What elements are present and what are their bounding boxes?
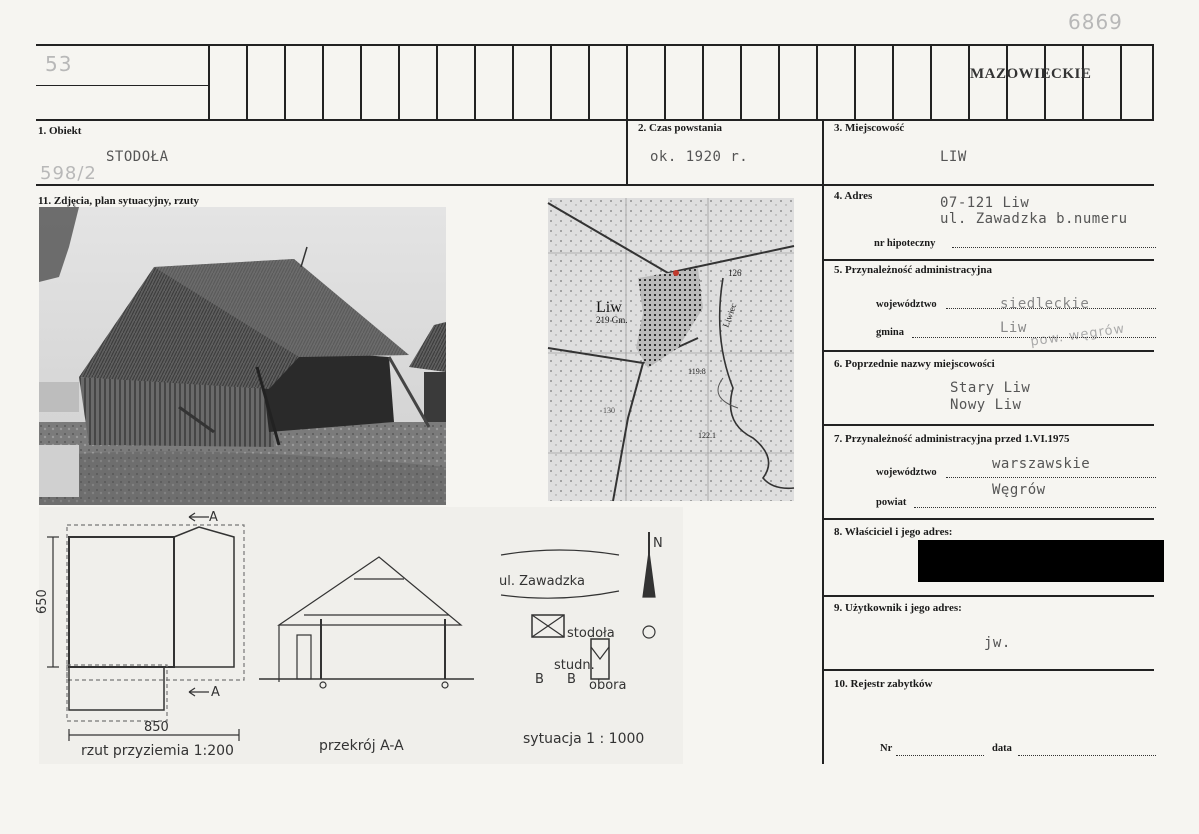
pencil-note-powiat: pow. węgrów bbox=[1029, 321, 1127, 350]
dotted-line bbox=[914, 507, 1156, 508]
label-przynaleznosc: 5. Przynależność administracyjna bbox=[834, 264, 992, 276]
map-town-label: Liw bbox=[596, 299, 622, 316]
header-grid-line bbox=[398, 45, 400, 119]
label-rejestr: 10. Rejestr zabytków bbox=[834, 678, 933, 690]
label-nr: Nr bbox=[880, 743, 893, 754]
caption-plan: rzut przyziemia 1:200 bbox=[81, 743, 234, 759]
caption-section: przekrój A-A bbox=[319, 738, 404, 754]
header-grid-line bbox=[778, 45, 780, 119]
site-street: ul. Zawadzka bbox=[499, 574, 585, 589]
value-poprzednie-2: Nowy Liw bbox=[950, 397, 1022, 413]
label-adres: 4. Adres bbox=[834, 190, 873, 202]
label-powiat: powiat bbox=[876, 497, 907, 508]
header-grid-line bbox=[930, 45, 932, 119]
rule-6 bbox=[822, 424, 1154, 426]
header-grid-line bbox=[550, 45, 552, 119]
header-grid-line bbox=[702, 45, 704, 119]
dotted-line bbox=[946, 477, 1156, 478]
redacted-owner bbox=[918, 540, 1164, 582]
label-obiekt: 1. Obiekt bbox=[38, 125, 82, 137]
header-grid-line bbox=[626, 45, 628, 119]
site-cowshed-label: obora bbox=[589, 678, 627, 693]
map-town-sub: 219 Gm. bbox=[596, 315, 628, 325]
map-elev-4: 130 bbox=[603, 406, 615, 415]
label-poprzednie: 6. Poprzednie nazwy miejscowości bbox=[834, 358, 995, 370]
site-north: N bbox=[653, 536, 663, 551]
label-woj-1975: województwo bbox=[876, 467, 937, 478]
divider bbox=[626, 119, 628, 185]
label-wlasciciel: 8. Właściciel i jego adres: bbox=[834, 526, 953, 538]
value-woj-1975: warszawskie bbox=[992, 456, 1091, 472]
value-uzytkownik: jw. bbox=[984, 635, 1011, 651]
header-grid-line bbox=[588, 45, 590, 119]
header-grid-line bbox=[474, 45, 476, 119]
header-left-rule bbox=[36, 85, 208, 86]
rule-5 bbox=[822, 350, 1154, 352]
site-b2: B bbox=[567, 672, 576, 687]
drawings-panel bbox=[35, 507, 683, 764]
site-barn-label: stodoła bbox=[567, 626, 615, 641]
map-elev-1: 126 bbox=[728, 268, 742, 278]
dim-height: 650 bbox=[35, 589, 50, 614]
label-wojewodztwo: województwo bbox=[876, 299, 937, 310]
region-name: MAZOWIECKIE bbox=[970, 66, 1092, 82]
value-powiat: Węgrów bbox=[992, 482, 1046, 498]
row1-bottom-rule bbox=[36, 184, 1154, 186]
header-grid-line bbox=[512, 45, 514, 119]
section-mark-top: A bbox=[209, 510, 218, 525]
label-gmina: gmina bbox=[876, 327, 905, 338]
header-grid-line bbox=[1152, 45, 1154, 119]
label-przed1975: 7. Przynależność administracyjna przed 1.VI.1975 bbox=[834, 433, 1070, 445]
header-grid-line bbox=[246, 45, 248, 119]
barn-photo bbox=[39, 207, 446, 505]
pencil-number-left: 53 bbox=[45, 52, 73, 76]
label-zdjecia: 11. Zdjęcia, plan sytuacyjny, rzuty bbox=[38, 195, 200, 207]
caption-site: sytuacja 1 : 1000 bbox=[523, 731, 645, 747]
header-grid-line bbox=[436, 45, 438, 119]
right-column-divider bbox=[822, 119, 824, 764]
header-grid-line bbox=[208, 45, 210, 119]
value-obiekt: STODOŁA bbox=[106, 149, 169, 165]
site-well-label: studn. bbox=[554, 658, 595, 673]
value-wojewodztwo: siedleckie bbox=[1000, 296, 1090, 312]
header-grid-line bbox=[360, 45, 362, 119]
map-elev-3: 122.1 bbox=[698, 431, 716, 440]
dotted-line bbox=[1018, 755, 1156, 756]
header-grid-line bbox=[816, 45, 818, 119]
dotted-line bbox=[952, 247, 1156, 248]
topographic-map bbox=[548, 198, 794, 501]
label-hipoteczny: nr hipoteczny bbox=[874, 238, 936, 249]
value-czas: ok. 1920 r. bbox=[650, 149, 749, 165]
rule-8 bbox=[822, 595, 1154, 597]
dotted-line bbox=[896, 755, 984, 756]
section-mark-bottom: A bbox=[211, 685, 220, 700]
map-elev-2: 119.8 bbox=[688, 367, 706, 376]
dotted-line bbox=[912, 337, 1156, 338]
header-grid-line bbox=[854, 45, 856, 119]
label-miejscowosc: 3. Miejscowość bbox=[834, 122, 905, 134]
header-grid-line bbox=[284, 45, 286, 119]
top-rule bbox=[36, 44, 1154, 46]
header-grid-line bbox=[740, 45, 742, 119]
rule-4 bbox=[822, 259, 1154, 261]
label-data: data bbox=[992, 743, 1012, 754]
site-b1: B bbox=[535, 672, 544, 687]
label-uzytkownik: 9. Użytkownik i jego adres: bbox=[834, 602, 962, 614]
label-czas: 2. Czas powstania bbox=[638, 122, 723, 134]
value-adres-line2: ul. Zawadzka b.numeru bbox=[940, 211, 1128, 227]
header-grid-line bbox=[892, 45, 894, 119]
rule-9 bbox=[822, 669, 1154, 671]
dim-width: 850 bbox=[144, 720, 169, 735]
value-gmina: Liw bbox=[1000, 320, 1027, 336]
rule-7 bbox=[822, 518, 1154, 520]
map-river-label: Liwiec bbox=[720, 301, 739, 329]
pencil-number-top: 6869 bbox=[1068, 10, 1123, 34]
header-grid-line bbox=[664, 45, 666, 119]
pencil-file-number: 598/2 bbox=[40, 163, 97, 184]
value-miejscowosc: LIW bbox=[940, 149, 967, 165]
header-grid-line bbox=[322, 45, 324, 119]
value-poprzednie-1: Stary Liw bbox=[950, 380, 1031, 396]
dotted-line bbox=[946, 308, 1156, 309]
header-grid-line bbox=[1120, 45, 1122, 119]
value-adres-line1: 07-121 Liw bbox=[940, 195, 1030, 211]
header-bottom-rule bbox=[36, 119, 1154, 121]
